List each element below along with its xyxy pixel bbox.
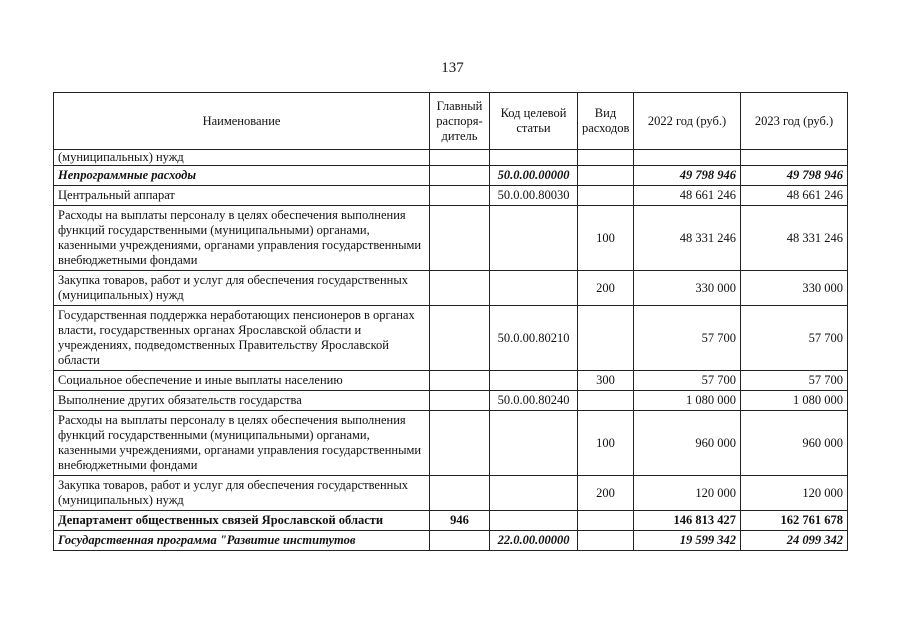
cell-main-manager — [430, 531, 490, 551]
cell-name: Социальное обеспечение и иные выплаты населению — [54, 371, 430, 391]
cell-year-2022: 146 813 427 — [634, 511, 741, 531]
cell-target-code — [490, 206, 578, 271]
cell-name: (муниципальных) нужд — [54, 150, 430, 166]
cell-target-code: 50.0.00.80240 — [490, 391, 578, 411]
cell-name: Департамент общественных связей Ярославской области — [54, 511, 430, 531]
table-row — [54, 306, 848, 371]
table-body — [54, 150, 848, 551]
cell-year-2022: 960 000 — [634, 411, 741, 476]
cell-year-2023: 24 099 342 — [741, 531, 848, 551]
cell-main-manager — [430, 166, 490, 186]
cell-year-2023: 48 661 246 — [741, 186, 848, 206]
cell-target-code — [490, 271, 578, 306]
header-expense-type: Вид расходов — [578, 93, 634, 150]
table-row — [54, 150, 848, 166]
cell-year-2023: 48 331 246 — [741, 206, 848, 271]
cell-year-2023: 330 000 — [741, 271, 848, 306]
cell-name: Выполнение других обязательств государства — [54, 391, 430, 411]
table-row — [54, 166, 848, 186]
cell-year-2022: 48 661 246 — [634, 186, 741, 206]
header-row — [54, 93, 848, 150]
cell-expense-type: 100 — [578, 411, 634, 476]
table-row — [54, 531, 848, 551]
cell-year-2023: 57 700 — [741, 306, 848, 371]
cell-main-manager — [430, 411, 490, 476]
cell-expense-type — [578, 166, 634, 186]
cell-expense-type — [578, 150, 634, 166]
cell-year-2022: 49 798 946 — [634, 166, 741, 186]
page-number: 137 — [441, 60, 464, 76]
table-row — [54, 206, 848, 271]
table-row — [54, 371, 848, 391]
cell-year-2022 — [634, 150, 741, 166]
cell-name: Закупка товаров, работ и услуг для обеспечения государственных (муниципальных) нужд — [54, 476, 430, 511]
cell-name: Государственная поддержка неработающих пенсионеров в органах власти, государственных органах Ярославской области и учреждениях, подведомственных Правительству Ярославской области — [54, 306, 430, 371]
table-row — [54, 186, 848, 206]
cell-expense-type: 100 — [578, 206, 634, 271]
cell-target-code — [490, 150, 578, 166]
table-row — [54, 411, 848, 476]
cell-year-2023: 57 700 — [741, 371, 848, 391]
cell-name: Государственная программа "Развитие институтов — [54, 531, 430, 551]
table-row — [54, 271, 848, 306]
table-row — [54, 391, 848, 411]
cell-target-code — [490, 511, 578, 531]
cell-year-2023 — [741, 150, 848, 166]
cell-expense-type: 200 — [578, 271, 634, 306]
header-target-code: Код целевой статьи — [490, 93, 578, 150]
cell-expense-type — [578, 531, 634, 551]
cell-year-2023: 960 000 — [741, 411, 848, 476]
header-year-2023: 2023 год (руб.) — [741, 93, 848, 150]
cell-expense-type — [578, 186, 634, 206]
table-row — [54, 476, 848, 511]
cell-year-2022: 57 700 — [634, 306, 741, 371]
cell-year-2023: 120 000 — [741, 476, 848, 511]
cell-name: Расходы на выплаты персоналу в целях обеспечения выполнения функций государственными (муниципальными) органами, казенными учреждениями, органами управления государственными внебюджетными фондами — [54, 206, 430, 271]
cell-target-code: 22.0.00.00000 — [490, 531, 578, 551]
cell-year-2023: 49 798 946 — [741, 166, 848, 186]
cell-main-manager — [430, 476, 490, 511]
cell-year-2022: 330 000 — [634, 271, 741, 306]
header-name: Наименование — [54, 93, 430, 150]
table-row — [54, 511, 848, 531]
cell-target-code: 50.0.00.80210 — [490, 306, 578, 371]
cell-main-manager: 946 — [430, 511, 490, 531]
cell-expense-type — [578, 511, 634, 531]
cell-main-manager — [430, 371, 490, 391]
budget-table — [53, 92, 848, 551]
cell-target-code: 50.0.00.80030 — [490, 186, 578, 206]
header-main-manager: Главный распоря-дитель — [430, 93, 490, 150]
cell-name: Центральный аппарат — [54, 186, 430, 206]
cell-year-2022: 1 080 000 — [634, 391, 741, 411]
cell-name: Непрограммные расходы — [54, 166, 430, 186]
cell-year-2022: 120 000 — [634, 476, 741, 511]
cell-main-manager — [430, 271, 490, 306]
cell-main-manager — [430, 306, 490, 371]
cell-year-2022: 48 331 246 — [634, 206, 741, 271]
cell-expense-type — [578, 306, 634, 371]
cell-expense-type: 300 — [578, 371, 634, 391]
cell-year-2023: 162 761 678 — [741, 511, 848, 531]
cell-main-manager — [430, 391, 490, 411]
cell-year-2022: 57 700 — [634, 371, 741, 391]
cell-target-code — [490, 476, 578, 511]
cell-year-2022: 19 599 342 — [634, 531, 741, 551]
cell-main-manager — [430, 206, 490, 271]
cell-expense-type — [578, 391, 634, 411]
cell-main-manager — [430, 186, 490, 206]
cell-target-code: 50.0.00.00000 — [490, 166, 578, 186]
cell-name: Расходы на выплаты персоналу в целях обеспечения выполнения функций государственными (муниципальными) органами, казенными учреждениями, органами управления государственными внебюджетными фондами — [54, 411, 430, 476]
cell-year-2023: 1 080 000 — [741, 391, 848, 411]
cell-main-manager — [430, 150, 490, 166]
cell-target-code — [490, 371, 578, 391]
cell-name: Закупка товаров, работ и услуг для обеспечения государственных (муниципальных) нужд — [54, 271, 430, 306]
header-year-2022: 2022 год (руб.) — [634, 93, 741, 150]
cell-target-code — [490, 411, 578, 476]
cell-expense-type: 200 — [578, 476, 634, 511]
